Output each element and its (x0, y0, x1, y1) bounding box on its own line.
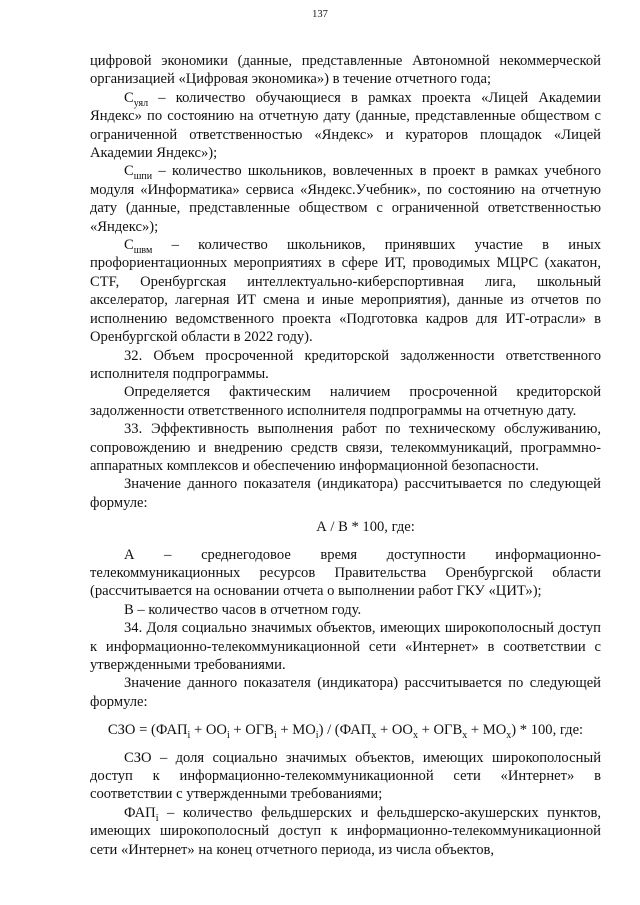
paragraph-s-shpi: $С_{шпи}$ – количество школьников, вовлеченных в проект в рамках учебного модуля «Информатика» сервиса «Яндекс.Учебник», по состоянию на отчетную дату (данные, представленные обществом с ограниченной ответственностью «Яндекс»); (90, 163, 601, 235)
variable-symbol: ФАП (124, 804, 156, 821)
paragraph: Определяется фактическим наличием просроченной кредиторской задолженности ответственного исполнителя подпрограммы на отчетную дату. (90, 384, 601, 419)
variable-subscript: уял (133, 97, 149, 109)
paragraph-s-yal: $С_{уял}$ – количество обучающиеся в рамках проекта «Лицей Академии Яндекс» по состоянию на отчетную дату (данные, представленные обществом с ограниченной ответственностью «Яндекс» и кураторов площадок «Лицей Академии Яндекс»); (90, 89, 601, 162)
paragraph: цифровой экономики (данные, представленные Автономной некоммерческой организацией «Цифровая экономика») в течение отчетного года; (90, 53, 601, 88)
variable-symbol: С (124, 89, 134, 106)
paragraph-b-definition: В – количество часов в отчетном году. (124, 601, 362, 618)
formula-szo: СЗО = $(ФАП_i + ОО_i + ОГВ_i + МО_i) / (ФАП_x + ОО_x + ОГВ_x + МО_x) * 100$, где: (107, 722, 584, 742)
paragraph-a-definition: А – среднегодовое время доступности информационно-телекоммуникационных ресурсов Правительства Оренбургской области (рассчитывается на основании отчета о выполнении работ ГКУ «ЦИТ»); (90, 546, 601, 600)
paragraph: Значение данного показателя (индикатора) рассчитывается по следующей формуле: (90, 675, 601, 710)
document-body (90, 52, 601, 859)
paragraph-s-shvm: $С_{швм}$ – количество школьников, принявших участие в иных профориентационных мероприятиях в сфере ИТ, проводимых МЦРС (хакатон, CTF, Оренбургская интеллектуально-киберспортивная лига, школьный акселератор, лагерная ИТ смена и иные мероприятия), данные из отчетов по исполнению ведомственного проекта «Подготовка кадров для ИТ-отрасли» в Оренбургской области в 2022 году). (90, 237, 601, 346)
paragraph-fap-definition: $ФАП_i$ – количество фельдшерских и фельдшерско-акушерских пунктов, имеющих широкополосный доступ к информационно-телекоммуникационной сети «Интернет» на конец отчетного периода, из числа объектов, (90, 804, 601, 858)
formula-a-b: А / В * 100, где: (316, 519, 415, 536)
variable-subscript: i (155, 812, 159, 824)
section-33-heading: 33. Эффективность выполнения работ по техническому обслуживанию, сопровождению и внедрению средств связи, телекоммуникаций, программно-аппаратных комплексов и обеспечению информационной безопасности. (90, 421, 601, 474)
paragraph: Значение данного показателя (индикатора) рассчитывается по следующей формуле: (90, 476, 601, 511)
paragraph-szo-definition: СЗО – доля социально значимых объектов, имеющих широкополосный доступ к информационно-телекоммуникационной сети «Интернет» в соответствии с утвержденными требованиями; (90, 749, 601, 803)
variable-subscript: швм (133, 244, 153, 256)
section-32-heading: 32. Объем просроченной кредиторской задолженности ответственного исполнителя подпрограммы. (90, 347, 601, 382)
section-34-heading: 34. Доля социально значимых объектов, имеющих широкополосный доступ к информационно-телекоммуникационной сети «Интернет» в соответствии с утвержденными требованиями. (90, 620, 601, 673)
variable-symbol: С (124, 237, 134, 254)
page-number: 137 (312, 9, 328, 20)
variable-subscript: шпи (133, 171, 153, 183)
variable-symbol: С (124, 163, 134, 180)
